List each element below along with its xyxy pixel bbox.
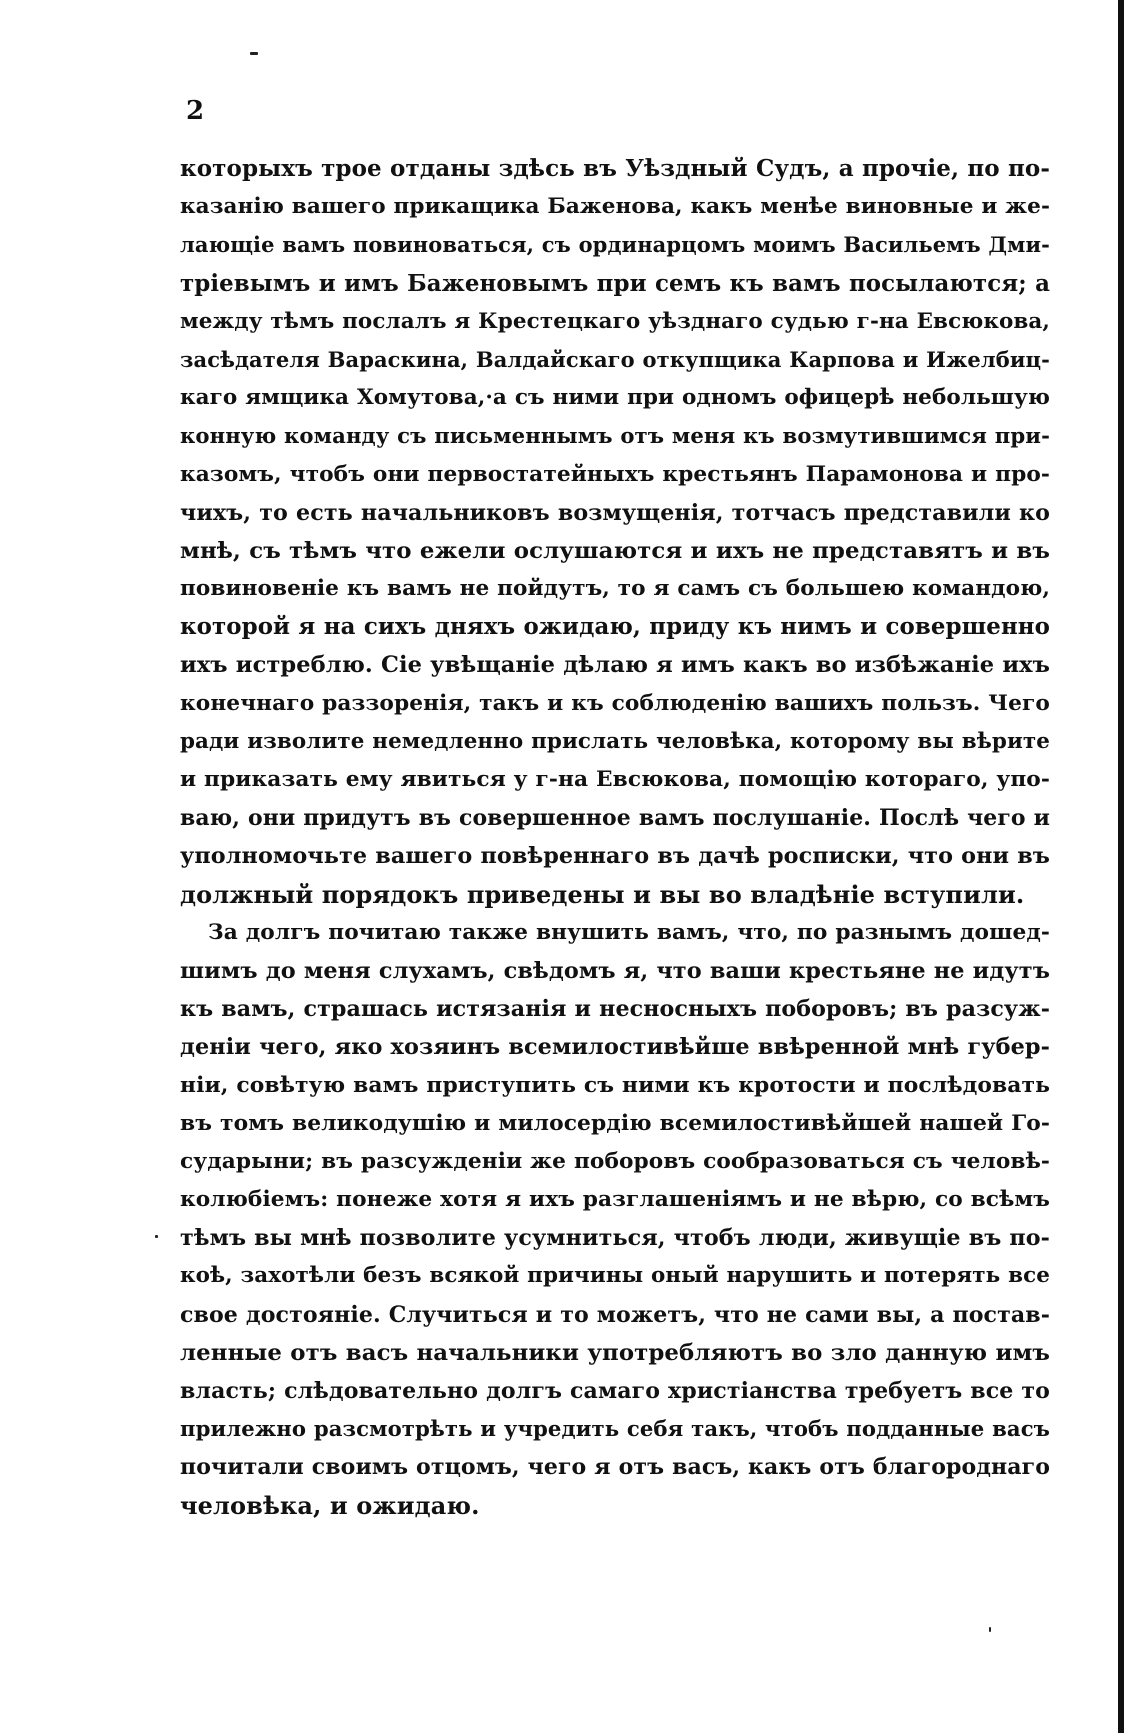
text-line: власть; слѣдовательно долгъ самаго христіанства требуетъ все то	[180, 1378, 1050, 1404]
text-line: между тѣмъ послалъ я Крестецкаго уѣзднаго судью г-на Евсюкова,	[180, 308, 1050, 334]
text-line: мнѣ, съ тѣмъ что ежели ослушаются и ихъ не представятъ и въ	[180, 537, 1050, 564]
text-line: ленные отъ васъ начальники употребляютъ во зло данную имъ	[180, 1339, 1050, 1366]
text-line: повиновеніе къ вамъ не пойдутъ, то я самъ съ большею командою,	[180, 576, 1050, 602]
paragraph	[180, 150, 1050, 914]
text-line: конную команду съ письменнымъ отъ меня къ возмутившимся при-	[180, 423, 1050, 449]
text-line: лающіе вамъ повиноваться, съ ординарцомъ моимъ Васильемъ Дми-	[180, 232, 1050, 258]
paragraph	[180, 914, 1050, 1525]
scan-speck	[989, 1627, 991, 1632]
text-line: шимъ до меня слухамъ, свѣдомъ я, что ваши крестьяне не идутъ	[180, 957, 1050, 984]
text-line: колюбіемъ: понеже хотя я ихъ разглашеніямъ и не вѣрю, со всѣмъ	[180, 1187, 1050, 1213]
scan-speck	[250, 52, 258, 55]
body-text	[180, 150, 1050, 1525]
text-line: и приказать ему явиться у г-на Евсюкова, помощію котораго, упо-	[180, 767, 1050, 792]
text-line: засѣдателя Вараскина, Валдайскаго откупщика Карпова и Ижелбиц-	[180, 346, 1050, 372]
text-line: тріевымъ и имъ Баженовымъ при семъ къ вамъ посылаются; а	[180, 270, 1050, 297]
text-line: коѣ, захотѣли безъ всякой причины оный нарушить и потерять все	[180, 1263, 1050, 1289]
text-line: тѣмъ вы мнѣ позволите усумниться, чтобъ люди, живущіе въ по-	[180, 1225, 1050, 1252]
text-line: ваю, они придутъ въ совершенное вамъ послушаніе. Послѣ чего и	[180, 805, 1050, 832]
text-line: къ вамъ, страшась истязанія и несносныхъ поборовъ; въ разсуж-	[180, 996, 1050, 1023]
text-line: уполномочьте вашего повѣреннаго въ дачѣ росписки, что они въ	[180, 843, 1050, 870]
text-line: За долгъ почитаю также внушить вамъ, что, по разнымъ дошед-	[208, 919, 1050, 945]
text-line: человѣка, и ожидаю.	[180, 1490, 480, 1520]
text-line: конечнаго раззоренія, такъ и къ соблюденію вашихъ пользъ. Чего	[180, 690, 1050, 716]
text-line: должный порядокъ приведены и вы во владѣніе вступили.	[180, 879, 1025, 909]
text-line: каго ямщика Хомутова,·а съ ними при одномъ офицерѣ небольшую	[180, 385, 1050, 411]
page-number: 2	[186, 96, 205, 126]
text-line: казанію вашего прикащика Баженова, какъ менѣе виновные и же-	[180, 194, 1050, 220]
text-line: которой я на сихъ дняхъ ожидаю, приду къ нимъ и совершенно	[180, 614, 1050, 641]
page-edge-shadow	[1118, 0, 1124, 1733]
text-line: ніи, совѣтую вамъ приступить съ ними къ кротости и послѣдовать	[180, 1072, 1050, 1098]
text-line: сударыни; въ разсужденіи же поборовъ сообразоваться съ человѣ-	[180, 1148, 1050, 1174]
text-line: свое достояніе. Случиться и то можетъ, что не сами вы, а постав-	[180, 1301, 1050, 1328]
scan-speck	[155, 1235, 158, 1238]
text-line: деніи чего, яко хозяинъ всемилостивѣйше ввѣренной мнѣ губер-	[180, 1034, 1050, 1061]
text-line: чихъ, то есть начальниковъ возмущенія, тотчасъ представили ко	[180, 499, 1050, 526]
text-line: которыхъ трое отданы здѣсь въ Уѣздный Судъ, а прочіе, по по-	[180, 155, 1050, 182]
text-line: въ томъ великодушію и милосердію всемилостивѣйшей нашей Го-	[180, 1110, 1050, 1136]
text-line: почитали своимъ отцомъ, чего я отъ васъ, какъ отъ благороднаго	[180, 1454, 1050, 1481]
text-line: ради изволите немедленно прислать человѣка, которому вы вѣрите	[180, 728, 1050, 754]
text-line: прилежно разсмотрѣть и учредить себя такъ, чтобъ подданные васъ	[180, 1416, 1050, 1442]
text-line: казомъ, чтобъ они первостатейныхъ крестьянъ Парамонова и про-	[180, 461, 1050, 487]
text-line: ихъ истреблю. Сіе увѣщаніе дѣлаю я имъ какъ во избѣжаніе ихъ	[180, 652, 1050, 679]
